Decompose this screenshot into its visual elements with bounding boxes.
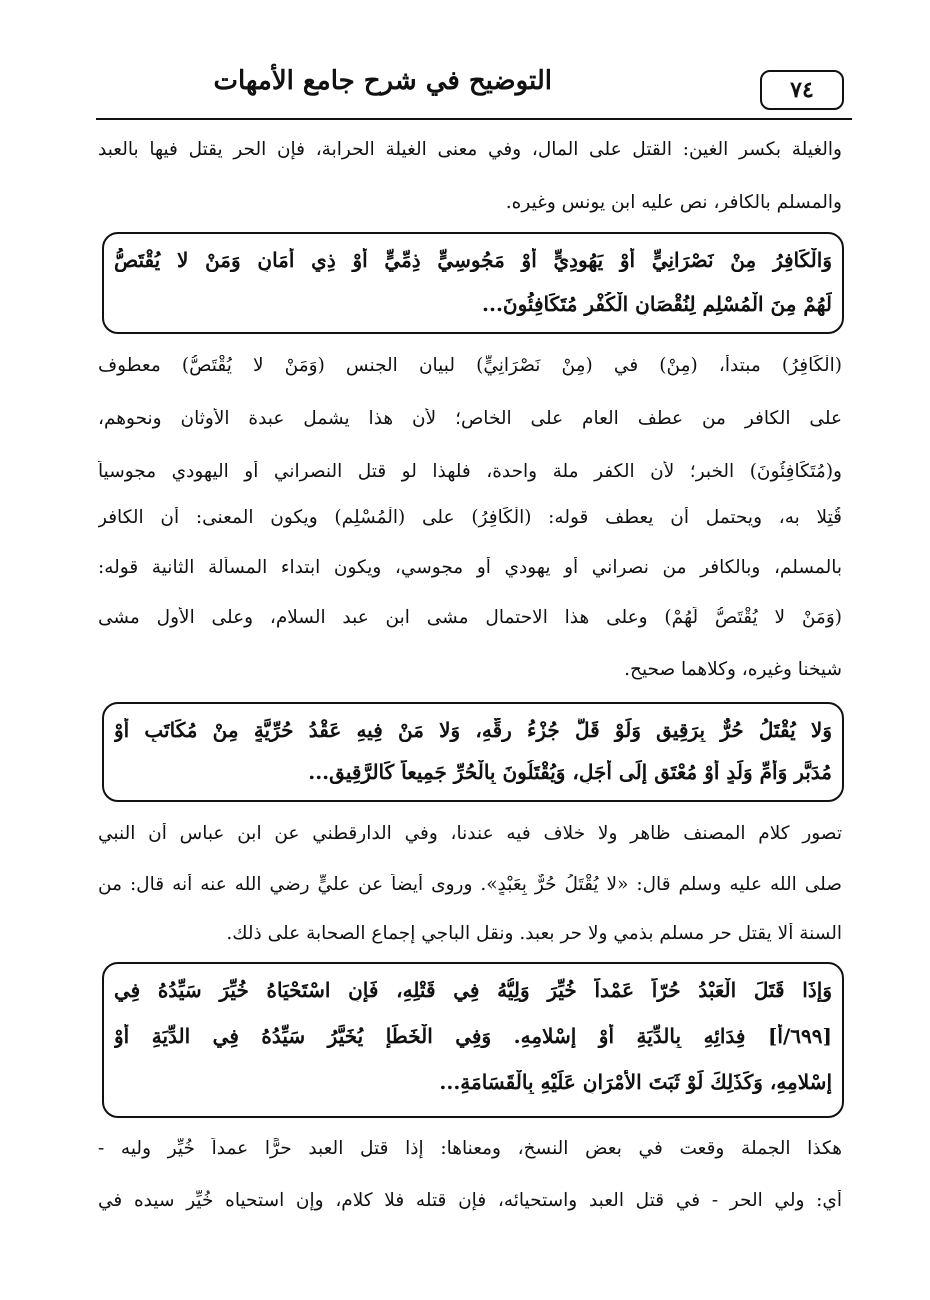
text-line: هكذا الجملة وقعت في بعض النسخ، ومعناها: إذا قتل العبد حرًّا عمداً خُيِّر وليه - [98, 1138, 842, 1159]
text-line: السنة ألا يقتل حر مسلم بذمي ولا حر بعبد. ونقل الباجي إجماع الصحابة على ذلك. [226, 923, 842, 944]
text-line: (وَمَنْ لا يُقْتَصُّ لَهُمْ) وعلى هذا الاحتمال مشى ابن عبد السلام، وعلى الأول مشى [98, 607, 842, 628]
book-title: التوضيح في شرح جامع الأمهات [213, 66, 552, 96]
matn-line: مُدَبَّرٍ وَأُمِّ وَلَدٍ أَوْ مُعْتَقٍ إِلَى أَجَلٍ، وَيُقْتَلُونَ بِالْحُرِّ جَمِيعاً كَالرَّقِيقِ... [308, 760, 832, 784]
matn-line: وَإِذَا قَتَلَ الْعَبْدُ حُرّاً عَمْداً خُيِّرَ وَلِيُّهُ فِي قَتْلِهِ، فَإِنِ اسْتَحْيَاهُ خُيِّرَ سَيِّدُهُ فِي [114, 978, 832, 1002]
text-line: و(مُتَكَافِئُونَ) الخبر؛ لأن الكفر ملة واحدة، فلهذا لو قتل النصراني أو اليهودي مجوسياً [98, 461, 842, 482]
text-line: (الْكَافِرُ) مبتدأ، (مِنْ) في (مِنْ نَصْرَانِيٍّ) لبيان الجنس (وَمَنْ لا يُقْتَصُّ) معطوف [98, 355, 842, 376]
matn-box [102, 962, 844, 1118]
text-line: صلى الله عليه وسلم قال: «لا يُقْتَلُ حُرٌّ بِعَبْدٍ». وروى أيضاً عن عليٍّ رضي الله عنه أنه قال: من [98, 874, 842, 895]
matn-line: وَالْكَافِرُ مِنْ نَصْرَانِيٍّ أَوْ يَهُودِيٍّ أَوْ مَجُوسِيٍّ ذِمِّيٍّ أَوْ ذِي أَمَانٍ وَمَنْ لا يُقْتَصُّ [114, 248, 832, 272]
text-line: تصور كلام المصنف ظاهر ولا خلاف فيه عندنا، وفي الدارقطني عن ابن عباس أن النبي [98, 823, 842, 844]
text-line: شيخنا وغيره، وكلاهما صحيح. [624, 659, 842, 680]
matn-box [102, 232, 844, 334]
header-rule [96, 118, 852, 120]
page-number: ٧٤ [790, 77, 814, 103]
matn-line: [٦٩٩/أ] فِدَائِهِ بِالدِّيَةِ أَوْ إِسْلامِهِ. وَفِي الْخَطَإِ يُخَيَّرُ سَيِّدُهُ فِي الدِّيَةِ أَوْ [114, 1024, 832, 1048]
page-header [96, 58, 852, 114]
page-number-box [760, 70, 844, 110]
text-line: والمسلم بالكافر، نص عليه ابن يونس وغيره. [505, 192, 842, 213]
matn-line: إِسْلامِهِ، وَكَذَلِكَ لَوْ ثَبَتَ الأَمْرَانِ عَلَيْهِ بِالْقَسَامَةِ... [439, 1070, 832, 1094]
text-line: والغيلة بكسر الغين: القتل على المال، وفي معنى الغيلة الحرابة، فإن الحر يقتل فيها بالعبد [98, 139, 842, 160]
matn-box [102, 702, 844, 802]
text-line: قُتِلا به، ويحتمل أن يعطف قوله: (الْكَافِرُ) على (الْمُسْلِمِ) ويكون المعنى: أن الكافر [98, 507, 842, 528]
text-line: على الكافر من عطف العام على الخاص؛ لأن هذا يشمل عبدة الأوثان ونحوهم، [98, 408, 842, 429]
text-line: بالمسلم، وبالكافر من نصراني أو يهودي أو مجوسي، ويكون ابتداء المسألة الثانية قوله: [98, 557, 842, 578]
matn-line: لَهُمْ مِنَ الْمُسْلِمِ لِنُقْصَانِ الْكُفْرِ مُتَكَافِئُونَ... [482, 292, 832, 316]
matn-line: وَلا يُقْتَلُ حُرٌّ بِرَقِيقٍ وَلَوْ قَلَّ جُزْءُ رِقِّهِ، وَلا مَنْ فِيهِ عَقْدُ حُرِّيَّةٍ مِنْ مُكَاتَبٍ أَوْ [114, 718, 832, 742]
text-line: أي: ولي الحر - في قتل العبد واستحيائه، فإن قتله فلا كلام، وإن استحياه خُيِّر سيده في [98, 1190, 842, 1211]
